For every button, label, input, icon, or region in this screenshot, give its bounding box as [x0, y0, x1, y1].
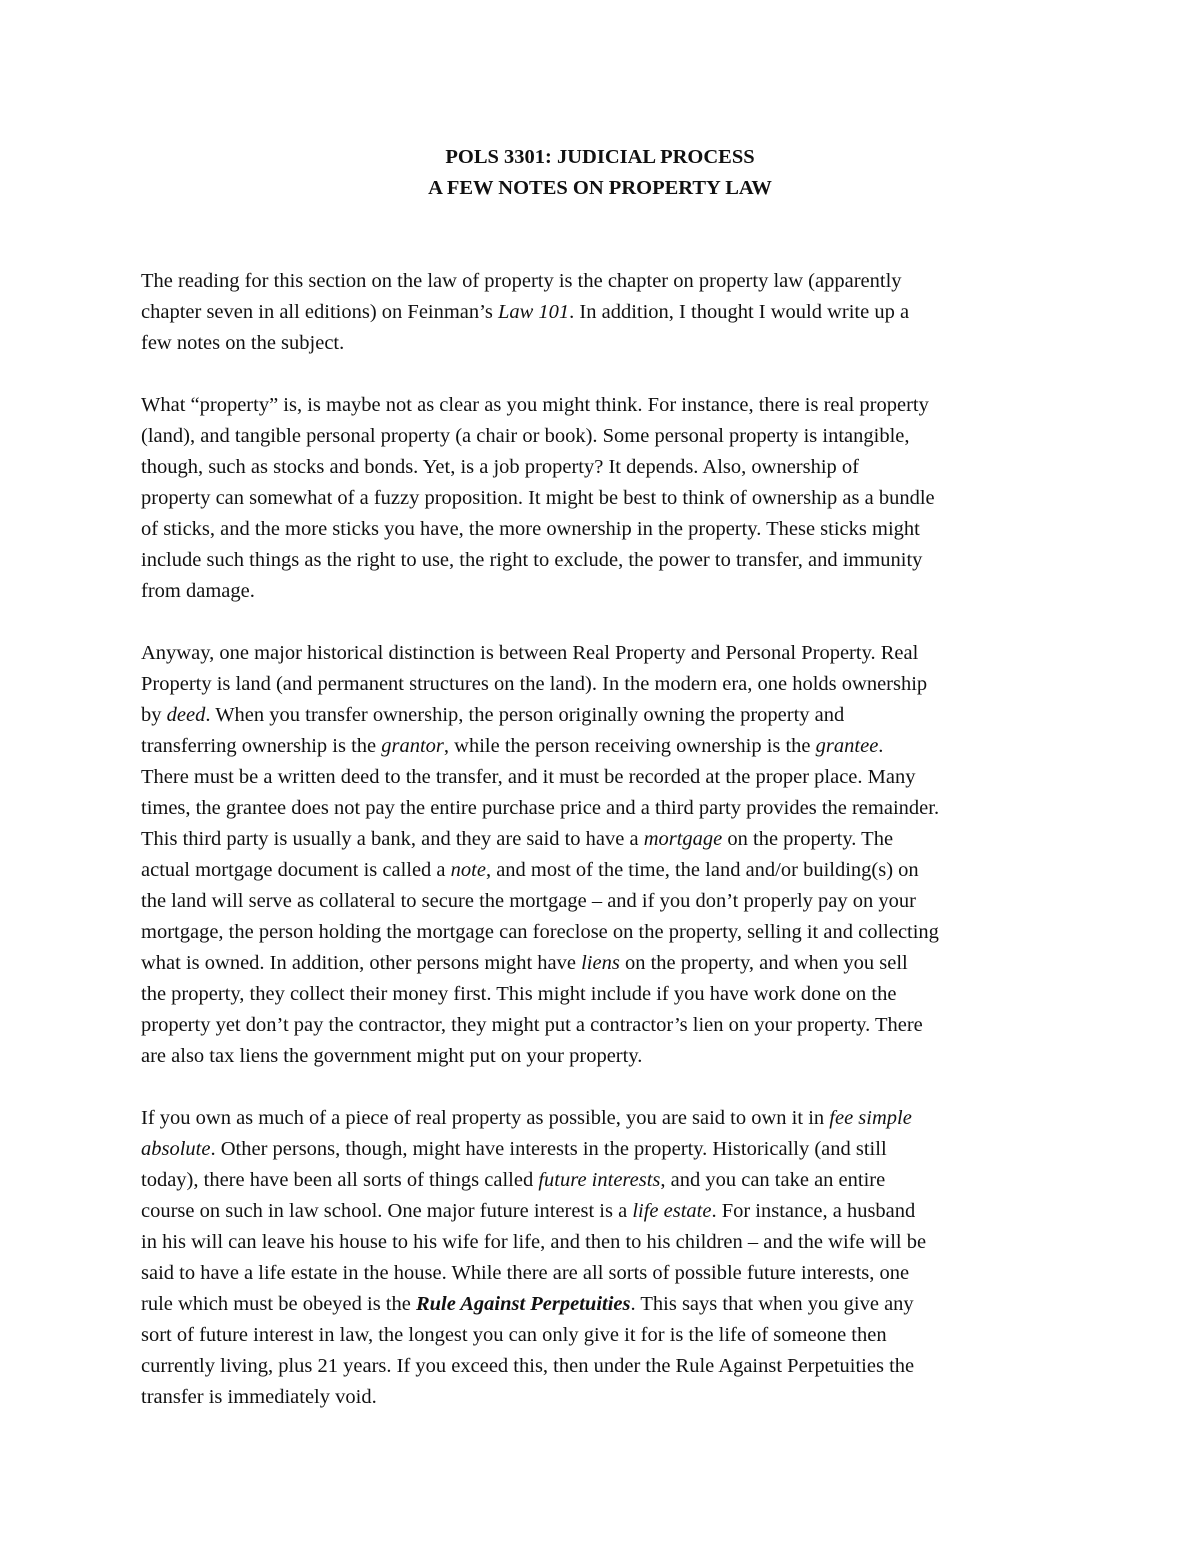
text-run: . When you transfer ownership, the person originally owning the property and [205, 704, 845, 726]
text-run: If you own as much of a piece of real property as possible, you are said to own it in [141, 1107, 830, 1129]
text-run: chapter seven in all editions) on Feinman’s [141, 301, 498, 323]
text-line [141, 855, 1071, 886]
emphasized-term: future interests [538, 1169, 661, 1191]
text-line [141, 1382, 1071, 1413]
emphasized-term: Law 101 [497, 301, 570, 323]
text-line [141, 917, 1071, 948]
text-run: . For instance, a husband [711, 1200, 916, 1222]
text-line [141, 514, 1071, 545]
body-paragraph [141, 390, 1071, 607]
text-run: . Other persons, though, might have interests in the property. Historically (and still [210, 1138, 887, 1160]
text-run: What “property” is, is maybe not as clear as you might think. For instance, there is real property [141, 394, 929, 416]
text-line [141, 700, 1071, 731]
text-run: sort of future interest in law, the longest you can only give it for is the life of someone then [141, 1324, 887, 1346]
course-title: POLS 3301: JUDICIAL PROCESS [445, 146, 755, 168]
text-run: today), there have been all sorts of things called [141, 1169, 539, 1191]
text-run: Property is land (and permanent structures on the land). In the modern era, one holds ownership [141, 673, 928, 695]
text-line [141, 1289, 1071, 1320]
emphasized-term: grantor [381, 735, 444, 757]
text-line [141, 886, 1071, 917]
text-line [141, 824, 1071, 855]
text-line [141, 669, 1071, 700]
text-run: . [878, 735, 884, 757]
body-paragraph [141, 638, 1071, 1072]
text-run: rule which must be obeyed is the [141, 1293, 416, 1315]
text-run: in his will can leave his house to his wife for life, and then to his children – and the wife will be [141, 1231, 927, 1253]
text-run: . In addition, I thought I would write up a [569, 301, 910, 323]
text-line [141, 1196, 1071, 1227]
text-run: currently living, plus 21 years. If you exceed this, then under the Rule Against Perpetuities the [141, 1355, 915, 1377]
document-body [141, 266, 1071, 1444]
emphasized-term: mortgage [643, 828, 723, 850]
text-line [141, 1103, 1071, 1134]
text-line [141, 266, 1071, 297]
text-run: on the property, and when you sell [619, 952, 908, 974]
text-line [141, 731, 1071, 762]
text-run: , while the person receiving ownership is the [443, 735, 816, 757]
text-run: from damage. [141, 580, 255, 602]
text-run: the land will serve as collateral to secure the mortgage – and if you don’t properly pay on your [141, 890, 916, 912]
body-paragraph [141, 266, 1071, 359]
text-line [141, 576, 1071, 607]
text-line [141, 793, 1071, 824]
text-run: transfer is immediately void. [141, 1386, 377, 1408]
text-run: though, such as stocks and bonds. Yet, is a job property? It depends. Also, ownership of [141, 456, 860, 478]
text-run: what is owned. In addition, other persons might have [141, 952, 582, 974]
text-run: actual mortgage document is called a [141, 859, 451, 881]
text-run: few notes on the subject. [141, 332, 345, 354]
text-run: the property, they collect their money first. This might include if you have work done on the [141, 983, 897, 1005]
body-paragraph [141, 1103, 1071, 1413]
text-line [141, 1134, 1071, 1165]
text-run: property can somewhat of a fuzzy proposition. It might be best to think of ownership as a bundle [141, 487, 935, 509]
emphasized-term: note [450, 859, 486, 881]
emphasized-term: liens [581, 952, 620, 974]
text-run: (land), and tangible personal property (a chair or book). Some personal property is intangible, [141, 425, 910, 447]
text-run: said to have a life estate in the house. While there are all sorts of possible future interests, one [141, 1262, 910, 1284]
text-line [141, 328, 1071, 359]
text-run: of sticks, and the more sticks you have, the more ownership in the property. These sticks might [141, 518, 920, 540]
text-run: course on such in law school. One major future interest is a [141, 1200, 633, 1222]
text-run: on the property. The [722, 828, 894, 850]
text-line [141, 390, 1071, 421]
text-run: by [141, 704, 167, 726]
emphasized-term: Rule Against Perpetuities [415, 1293, 631, 1315]
text-run: The reading for this section on the law of property is the chapter on property law (apparently [141, 270, 902, 292]
emphasized-term: absolute [141, 1138, 211, 1160]
emphasized-term: grantee [815, 735, 879, 757]
text-line [141, 545, 1071, 576]
text-run: include such things as the right to use, the right to exclude, the power to transfer, and immunity [141, 549, 923, 571]
text-line [141, 1351, 1071, 1382]
text-line [141, 1010, 1071, 1041]
text-line [141, 638, 1071, 669]
text-run: , and most of the time, the land and/or building(s) on [485, 859, 919, 881]
text-line [141, 979, 1071, 1010]
text-line [141, 297, 1071, 328]
text-run: There must be a written deed to the transfer, and it must be recorded at the proper place. Many [141, 766, 916, 788]
text-run: This third party is usually a bank, and they are said to have a [141, 828, 644, 850]
text-line [141, 948, 1071, 979]
text-run: are also tax liens the government might put on your property. [141, 1045, 643, 1067]
text-line [141, 483, 1071, 514]
text-line [141, 452, 1071, 483]
text-run: property yet don’t pay the contractor, they might put a contractor’s lien on your property. There [141, 1014, 923, 1036]
text-run: transferring ownership is the [141, 735, 382, 757]
text-line [141, 1041, 1071, 1072]
document-header [0, 142, 1200, 204]
text-line [141, 762, 1071, 793]
text-line [141, 1165, 1071, 1196]
emphasized-term: deed [166, 704, 206, 726]
emphasized-term: life estate [632, 1200, 712, 1222]
document-title: A FEW NOTES ON PROPERTY LAW [428, 177, 772, 199]
text-run: times, the grantee does not pay the entire purchase price and a third party provides the remainder. [141, 797, 940, 819]
emphasized-term: fee simple [829, 1107, 912, 1129]
text-run: , and you can take an entire [660, 1169, 886, 1191]
text-run: mortgage, the person holding the mortgage can foreclose on the property, selling it and collecting [141, 921, 939, 943]
text-line [141, 421, 1071, 452]
text-run: Anyway, one major historical distinction is between Real Property and Personal Property. Real [141, 642, 919, 664]
text-line [141, 1227, 1071, 1258]
text-line [141, 1320, 1071, 1351]
text-run: . This says that when you give any [630, 1293, 914, 1315]
text-line [141, 1258, 1071, 1289]
